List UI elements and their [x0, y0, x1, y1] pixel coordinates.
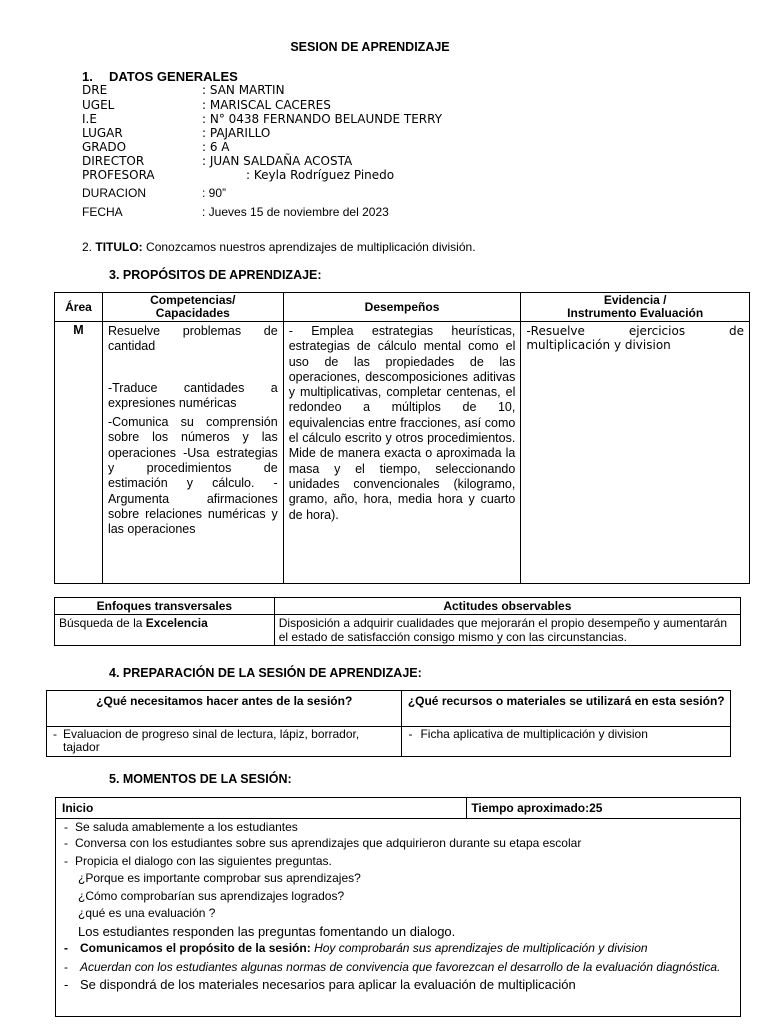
recursos-item: Ficha aplicativa de multiplicación y division	[420, 727, 648, 741]
datos-value: : PAJARILLO	[202, 126, 271, 140]
capacidad-comunica: -Comunica su comprensión sobre los números y las operaciones -Usa estrategias y procedimientos de estimación y cálculo. -Argumenta afirmaciones sobre relaciones numéricas y las operaciones	[107, 415, 278, 537]
competencias-header-line2: Capacidades	[155, 306, 230, 320]
titulo-label: TITULO:	[95, 240, 143, 254]
datos-label: DRE	[82, 83, 108, 97]
datos-label: GRADO	[82, 140, 127, 154]
momentos-body-row	[56, 819, 741, 1017]
datos-value: : MARISCAL CACERES	[202, 98, 331, 112]
propositos-header-row	[55, 293, 750, 322]
preparacion-table	[46, 690, 731, 757]
list-item: - Conversa con los estudiantes sobre sus aprendizajes que adquirieron durante su etapa escolar	[64, 836, 582, 850]
datos-generales-number: 1.	[82, 69, 93, 84]
datos-value: : JUAN SALDAÑA ACOSTA	[202, 154, 353, 168]
datos-value: : Jueves 15 de noviembre del 2023	[202, 205, 389, 219]
enfoque-cell	[55, 615, 275, 646]
datos-value: : 6 A	[202, 140, 230, 154]
competencias-header-line1: Competencias/	[150, 293, 236, 307]
competencias-header	[102, 293, 283, 322]
desempenos-header: Desempeños	[283, 293, 521, 322]
pregunta-item: ¿qué es una evaluación ?	[78, 906, 216, 920]
desempeno-cell: - Emplea estrategias heurísticas, estrategias de cálculo mental como el uso de las propiedades de las operaciones, descomposiciones aditivas y multiplicativas, completar centenas, el redondeo a múltiplos de 10, equivalencias entre fracciones, así como el cálculo escrito y otros procedimientos. Mide de manera exacta o aproximada la masa y el tiempo, seleccionando unidades convencionales (kilogramo, gramo, año, hora, media hora y cuarto de hora).	[283, 322, 521, 584]
propositos-heading: 3. PROPÓSITOS DE APRENDIZAJE:	[109, 268, 322, 282]
recursos-header: ¿Qué recursos o materiales se utilizará en esta sesión?	[402, 691, 731, 727]
evidencia-header-line2: Instrumento Evaluación	[567, 306, 704, 320]
datos-value: : N° 0438 FERNANDO BELAUNDE TERRY	[202, 112, 443, 126]
capacidad-traduce: -Traduce cantidades a expresiones numéricas	[107, 380, 278, 410]
list-item: - Propicia el dialogo con las siguientes preguntas.	[64, 853, 332, 868]
pregunta-item: ¿Cómo comprobarían sus aprendizajes logrados?	[78, 888, 345, 903]
necesitamos-item: Evaluacion de progreso sinal de lectura, lápiz, borrador, tajador	[63, 727, 360, 754]
normas-item: - Acuerdan con los estudiantes algunas normas de convivencia que favorezcan el desarrollo de la evaluación diagnóstica.	[64, 959, 721, 974]
propositos-row	[55, 322, 750, 584]
datos-label: PROFESORA	[82, 168, 155, 182]
proposito-label: Comunicamos el propósito de la sesión:	[80, 941, 311, 955]
datos-label: DURACION	[82, 186, 147, 200]
enfoques-header-row	[55, 598, 741, 615]
momentos-table	[55, 797, 741, 1017]
proposito-text: Hoy comprobarán sus aprendizajes de multiplicación y division	[314, 941, 648, 955]
pregunta-item: ¿Porque es importante comprobar sus aprendizajes?	[78, 871, 361, 885]
datos-value: : Keyla Rodríguez Pinedo	[246, 168, 395, 182]
enfoque-prefix: Búsqueda de la	[59, 616, 143, 630]
datos-generales-heading: DATOS GENERALES	[109, 69, 238, 84]
datos-label: I.E	[82, 112, 97, 126]
datos-label: UGEL	[82, 98, 115, 112]
preparacion-header-row	[47, 691, 731, 727]
list-item: - Se saluda amablemente a los estudiantes	[64, 820, 298, 834]
proposito-item: - Comunicamos el propósito de la sesión: Hoy comprobarán sus aprendizajes de multiplicación y division	[64, 941, 648, 955]
respuesta-item: Los estudiantes responden las preguntas fomentando un dialogo.	[78, 923, 456, 939]
recursos-cell	[402, 727, 731, 757]
preparacion-row	[47, 727, 731, 757]
actitud-cell: Disposición a adquirir cualidades que mejorarán el propio desempeño y aumentarán el estado de satisfacción consigo mismo y con las circunstancias.	[274, 615, 740, 646]
tiempo-label: Tiempo aproximado:25	[467, 798, 741, 819]
competencias-cell	[102, 322, 283, 584]
evidencia-header-line1: Evidencia /	[603, 293, 667, 307]
datos-value: : SAN MARTIN	[202, 83, 285, 97]
competencia-text: Resuelve problemas de cantidad	[107, 324, 278, 354]
momentos-body	[56, 819, 741, 1017]
preparacion-heading: 4. PREPARACIÓN DE LA SESIÓN DE APRENDIZAJE:	[109, 666, 422, 680]
titulo-text: Conozcamos nuestros aprendizajes de multiplicación división.	[146, 240, 476, 254]
list-dash: -	[408, 727, 413, 741]
momentos-heading: 5. MOMENTOS DE LA SESIÓN:	[109, 772, 292, 786]
titulo-line	[82, 240, 476, 254]
enfoque-bold: Excelencia	[145, 616, 208, 630]
datos-label: FECHA	[82, 205, 123, 219]
momentos-list	[60, 819, 736, 993]
evidencia-header	[521, 293, 750, 322]
momentos-header-row	[56, 798, 741, 819]
inicio-label: Inicio	[56, 798, 467, 819]
titulo-number: 2.	[82, 240, 93, 254]
datos-label: LUGAR	[82, 126, 123, 140]
datos-value: : 90”	[202, 186, 227, 200]
list-dash: -	[53, 727, 57, 741]
document-title: SESION DE APRENDIZAJE	[290, 40, 450, 54]
enfoques-row	[55, 615, 741, 646]
materiales-item: - Se dispondrá de los materiales necesarios para aplicar la evaluación de multiplicación	[64, 976, 576, 992]
necesitamos-cell	[47, 727, 402, 757]
evidencia-cell: -Resuelve ejercicios de multiplicación y division	[521, 322, 750, 584]
datos-label: DIRECTOR	[82, 154, 145, 168]
area-header: Área	[55, 293, 103, 322]
area-value: M	[55, 322, 103, 584]
necesitamos-header: ¿Qué necesitamos hacer antes de la sesión?	[47, 691, 402, 727]
actitudes-header: Actitudes observables	[274, 598, 740, 615]
propositos-table	[54, 292, 750, 584]
enfoques-header: Enfoques transversales	[55, 598, 275, 615]
enfoques-table	[54, 597, 741, 646]
